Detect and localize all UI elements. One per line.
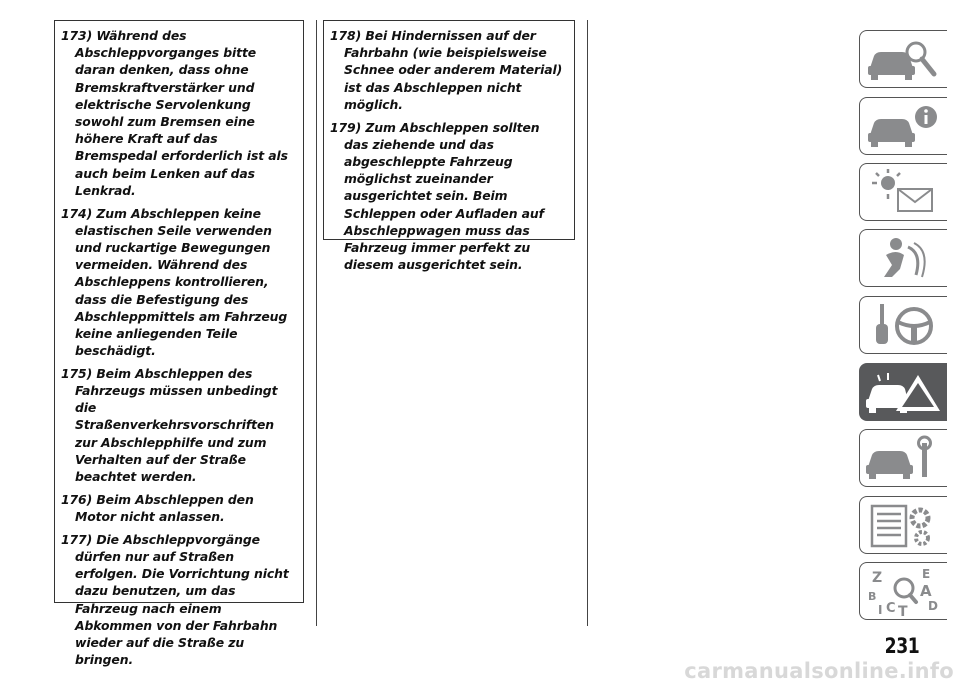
- note-179: 179) Zum Abschleppen sollten das ziehende und das abgeschleppte Fahrzeug möglichst zueinander ausgerichtet sein. Beim Schleppen oder Aufladen auf Abschleppwagen muss das Fahrzeug immer perfekt zu diesem ausgerichtet sein.: [330, 119, 544, 273]
- page-number: 231: [884, 634, 920, 658]
- car-search-icon: [864, 34, 942, 84]
- column-divider: [316, 20, 317, 626]
- note-174: 174) Zum Abschleppen keine elastischen Seile verwenden und ruckartige Bewegungen vermeiden. Während des Abschleppens kontrollieren, dass die Befestigung des Abschleppmittels am Fahrzeug keine anliegenden Teile beschädigt.: [61, 205, 288, 359]
- alphabet-index-icon: [864, 566, 942, 616]
- svg-text:B: B: [868, 590, 877, 603]
- car-breakdown-warning-icon: [864, 367, 942, 417]
- tab-car-info[interactable]: [859, 97, 947, 155]
- tab-emergency[interactable]: [859, 363, 947, 421]
- document-gear-icon: [864, 500, 942, 550]
- svg-text:D: D: [928, 599, 938, 613]
- person-airbag-icon: [864, 233, 942, 283]
- svg-text:E: E: [922, 567, 931, 581]
- note-177: 177) Die Abschleppvorgänge dürfen nur auf Straßen erfolgen. Die Vorrichtung nicht dazu benutzen, um das Fahrzeug nach einem Abkommen von der Fahrbahn wieder auf die Straße zu bringen.: [61, 531, 289, 668]
- note-173: 173) Während des Abschleppvorganges bitte daran denken, dass ohne Bremskraftverstärker und elektrische Servolenkung sowohl zum Bremsen eine höhere Kraft auf das Bremspedal erforderlich ist als auch beim Lenken auf das Lenkrad.: [61, 28, 288, 198]
- notes-box-left: [54, 20, 304, 668]
- svg-text:I: I: [878, 603, 883, 616]
- svg-text:Z: Z: [872, 570, 883, 586]
- svg-text:A: A: [920, 582, 932, 600]
- tab-warning-lights[interactable]: [859, 163, 947, 221]
- tab-maintenance[interactable]: [859, 429, 947, 487]
- tab-index[interactable]: [859, 562, 947, 620]
- tab-technical-data[interactable]: [859, 496, 947, 554]
- column-divider: [587, 20, 588, 626]
- tab-safety[interactable]: [859, 229, 947, 287]
- svg-text:C: C: [886, 601, 896, 616]
- key-steering-wheel-icon: [864, 300, 942, 350]
- car-info-icon: [864, 101, 942, 151]
- car-wrench-icon: [864, 433, 942, 483]
- note-176: 176) Beim Abschleppen den Motor nicht anlassen.: [61, 491, 254, 524]
- watermark: carmanualsonline.info: [684, 659, 954, 683]
- note-175: 175) Beim Abschleppen des Fahrzeugs müssen unbedingt die Straßenverkehrsvorschriften zur Abschlepphilfe und zum Verhalten auf der Straße beachtet werden.: [61, 365, 278, 485]
- tab-start-drive[interactable]: [859, 296, 947, 354]
- warning-light-envelope-icon: [864, 167, 942, 217]
- note-178: 178) Bei Hindernissen auf der Fahrbahn (wie beispielsweise Schnee oder anderem Material) ist das Abschleppen nicht möglich.: [330, 28, 563, 112]
- tab-car-search[interactable]: [859, 30, 947, 88]
- svg-text:T: T: [898, 604, 908, 616]
- notes-box-right: [323, 20, 575, 273]
